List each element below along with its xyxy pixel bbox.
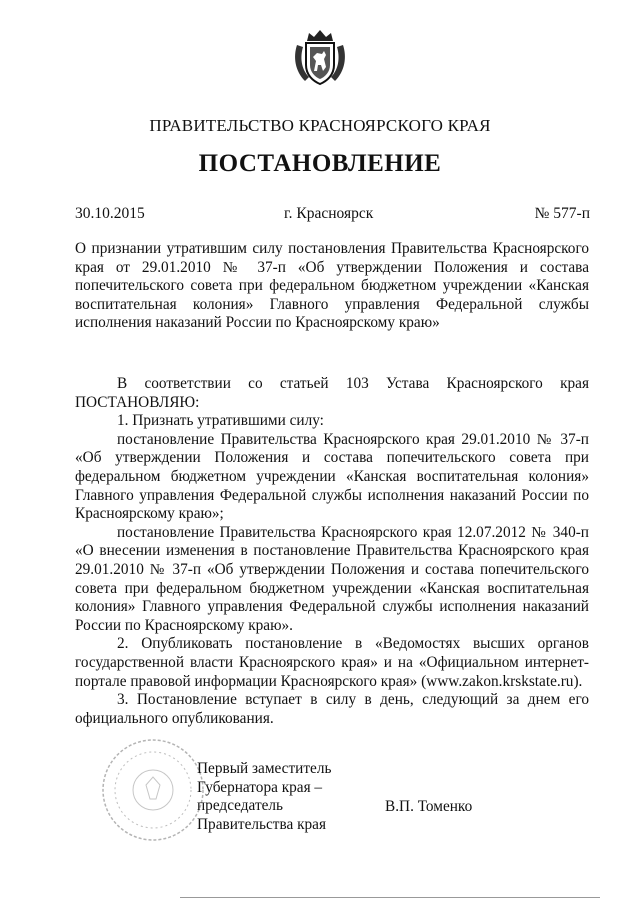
signatory-name: В.П. Томенко	[385, 798, 473, 815]
signatory-title-line-1: Первый заместитель	[197, 760, 332, 777]
document-city: г. Красноярск	[284, 205, 374, 222]
item-1-title: 1. Признать утратившими силу:	[117, 412, 324, 430]
official-stamp-seal	[98, 735, 208, 845]
coat-of-arms-emblem	[289, 27, 351, 89]
item-1-paragraph-b: постановление Правительства Красноярского края 12.07.2012 № 340-п «О внесении изменения в постановление Правительства Красноярского края 29.01.2010 № 37-п «Об утверждении Положения и состава попечительского совета при федеральном бюджетном учреждении «Канская воспитательная колония» Главного управления Федеральной службы исполнения наказаний России по Красноярскому краю».	[75, 523, 589, 634]
signatory-title-line-2: Губернатора края –	[197, 778, 323, 796]
document-body	[75, 375, 589, 728]
item-3-paragraph: 3. Постановление вступает в силу в день, следующий за днем его официального опубликования.	[75, 691, 589, 727]
item-2-paragraph: 2. Опубликовать постановление в «Ведомостях высших органов государственной власти Красноярского края» и на «Официальном интернет-портале правовой информации Красноярского края» (www.zakon.krskstate.ru).	[75, 635, 589, 690]
signatory-title-line-4: Правительства края	[197, 815, 326, 833]
document-subject: О признании утратившим силу постановления Правительства Красноярского края от 29.01.2010 № 37-п «Об утверждении Положения и состава попечительского совета при федеральном бюджетном учреждении «Канская воспитательная колония» Главного управления Федеральной службы исполнения наказаний России по Красноярскому краю»	[75, 240, 589, 332]
preamble-paragraph: В соответствии со статьей 103 Устава Красноярского края	[117, 375, 589, 392]
document-number: № 577-п	[534, 205, 590, 222]
decree-word: ПОСТАНОВЛЯЮ:	[75, 393, 200, 411]
government-name: ПРАВИТЕЛЬСТВО КРАСНОЯРСКОГО КРАЯ	[149, 116, 491, 135]
bottom-edge-line	[180, 897, 600, 898]
document-type-title: ПОСТАНОВЛЕНИЕ	[198, 150, 442, 177]
signatory-title-line-3: председатель	[197, 797, 284, 815]
signatory-title	[197, 760, 331, 834]
document-date: 30.10.2015	[75, 205, 145, 222]
item-1-paragraph-a: постановление Правительства Красноярского края 29.01.2010 № 37-п «Об утверждении Положения и состава попечительского совета при федеральном бюджетном учреждении «Канская воспитательная колония» Главного управления Федеральной службы исполнения наказаний России по Красноярскому краю»;	[75, 430, 589, 523]
